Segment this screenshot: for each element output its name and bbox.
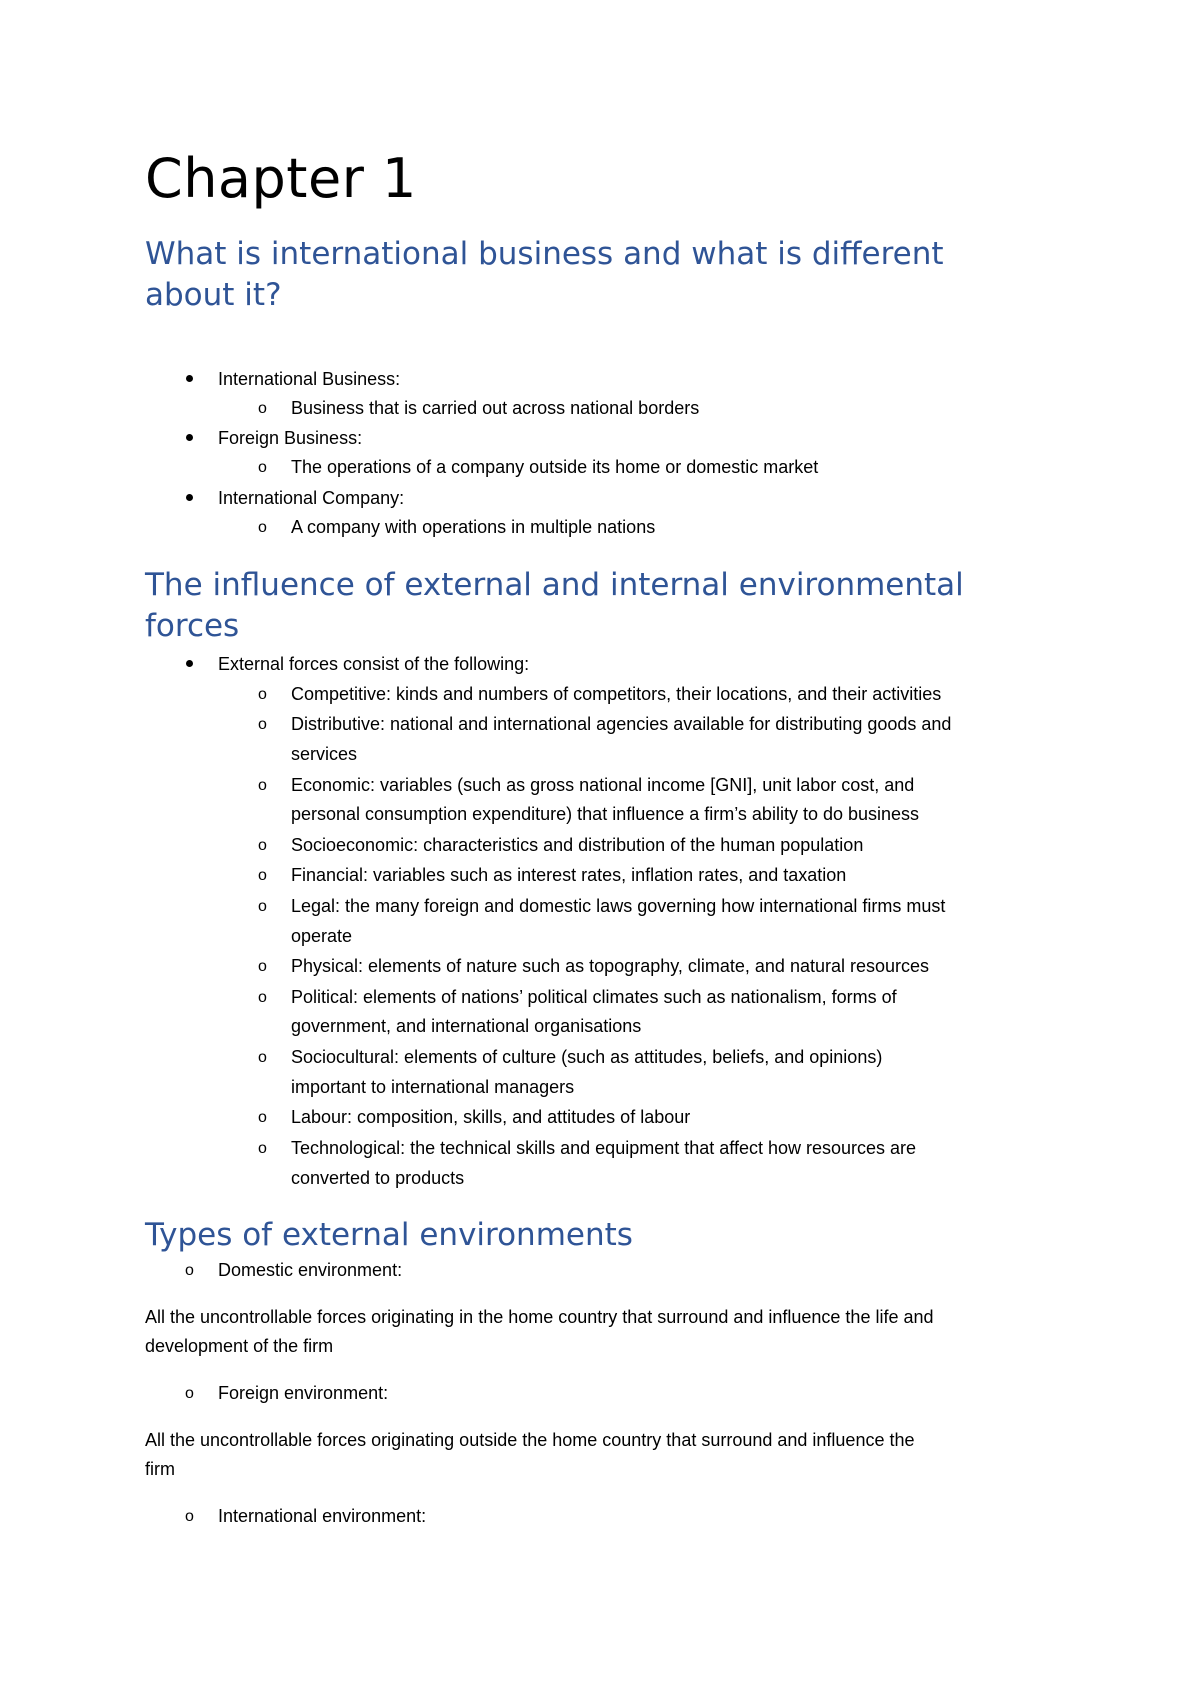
sub-bullet-icon: o xyxy=(258,1049,267,1066)
force-item-continuation: converted to products xyxy=(291,1168,465,1188)
sub-bullet-icon: o xyxy=(258,898,267,915)
bullet-icon xyxy=(186,375,193,382)
sub-bullet-icon: o xyxy=(258,989,267,1006)
sub-bullet-icon: o xyxy=(258,1109,267,1126)
force-item-continuation: important to international managers xyxy=(291,1077,575,1097)
bullet-icon xyxy=(186,660,193,667)
list-intro: External forces consist of the following: xyxy=(218,654,530,674)
sub-bullet-icon: o xyxy=(258,519,267,536)
force-item-continuation: government, and international organisations xyxy=(291,1016,642,1036)
section-heading-environmental-forces xyxy=(145,565,1075,647)
heading-line: about it? xyxy=(145,277,282,313)
paragraph-line: All the uncontrollable forces originating in the home country that surround and influence the life and xyxy=(145,1307,934,1327)
environment-label: Domestic environment: xyxy=(218,1260,403,1280)
bullet-icon xyxy=(186,494,193,501)
force-item: Labour: composition, skills, and attitudes of labour xyxy=(291,1107,691,1127)
environment-label: International environment: xyxy=(218,1506,427,1526)
sub-bullet-icon: o xyxy=(185,1262,194,1279)
paragraph-line: development of the firm xyxy=(145,1336,334,1356)
list-item-term: International Business: xyxy=(218,369,401,389)
sub-bullet-icon: o xyxy=(258,837,267,854)
force-item: Sociocultural: elements of culture (such as attitudes, beliefs, and opinions) xyxy=(291,1047,883,1067)
list-item-term: Foreign Business: xyxy=(218,428,363,448)
sub-bullet-icon: o xyxy=(258,1140,267,1157)
sub-bullet-icon: o xyxy=(258,777,267,794)
sub-bullet-icon: o xyxy=(258,867,267,884)
sub-bullet-icon: o xyxy=(258,686,267,703)
heading-line: The influence of external and internal environmental xyxy=(145,567,964,603)
force-item: Distributive: national and international agencies available for distributing goods and xyxy=(291,714,952,734)
sub-bullet-icon: o xyxy=(258,459,267,476)
paragraph-line: All the uncontrollable forces originating outside the home country that surround and influence the xyxy=(145,1430,915,1450)
sub-bullet-icon: o xyxy=(185,1508,194,1525)
sub-bullet-icon: o xyxy=(258,400,267,417)
force-item: Economic: variables (such as gross national income [GNI], unit labor cost, and xyxy=(291,775,915,795)
heading-line: forces xyxy=(145,608,240,644)
force-item-continuation: personal consumption expenditure) that influence a firm’s ability to do business xyxy=(291,804,920,824)
sub-bullet-icon: o xyxy=(258,958,267,975)
environment-label: Foreign environment: xyxy=(218,1383,389,1403)
heading-line: What is international business and what is different xyxy=(145,236,944,272)
force-item-continuation: operate xyxy=(291,926,353,946)
section-heading-external-environments: Types of external environments xyxy=(145,1217,633,1253)
force-item: Socioeconomic: characteristics and distribution of the human population xyxy=(291,835,864,855)
force-item: Technological: the technical skills and equipment that affect how resources are xyxy=(291,1138,917,1158)
force-item: Financial: variables such as interest rates, inflation rates, and taxation xyxy=(291,865,847,885)
force-item: Political: elements of nations’ political climates such as nationalism, forms of xyxy=(291,987,897,1007)
force-item: Legal: the many foreign and domestic laws governing how international firms must xyxy=(291,896,946,916)
sub-bullet-icon: o xyxy=(185,1385,194,1402)
section-heading-international-business xyxy=(145,234,1075,316)
bullet-icon xyxy=(186,434,193,441)
force-item: Competitive: kinds and numbers of competitors, their locations, and their activities xyxy=(291,684,942,704)
sub-bullet-icon: o xyxy=(258,716,267,733)
chapter-title: Chapter 1 xyxy=(145,147,417,210)
list-item-term: International Company: xyxy=(218,488,405,508)
list-item-definition: A company with operations in multiple nations xyxy=(291,517,656,537)
force-item-continuation: services xyxy=(291,744,358,764)
paragraph-line: firm xyxy=(145,1459,175,1479)
list-item-definition: Business that is carried out across national borders xyxy=(291,398,700,418)
force-item: Physical: elements of nature such as topography, climate, and natural resources xyxy=(291,956,930,976)
list-item-definition: The operations of a company outside its home or domestic market xyxy=(291,457,819,477)
